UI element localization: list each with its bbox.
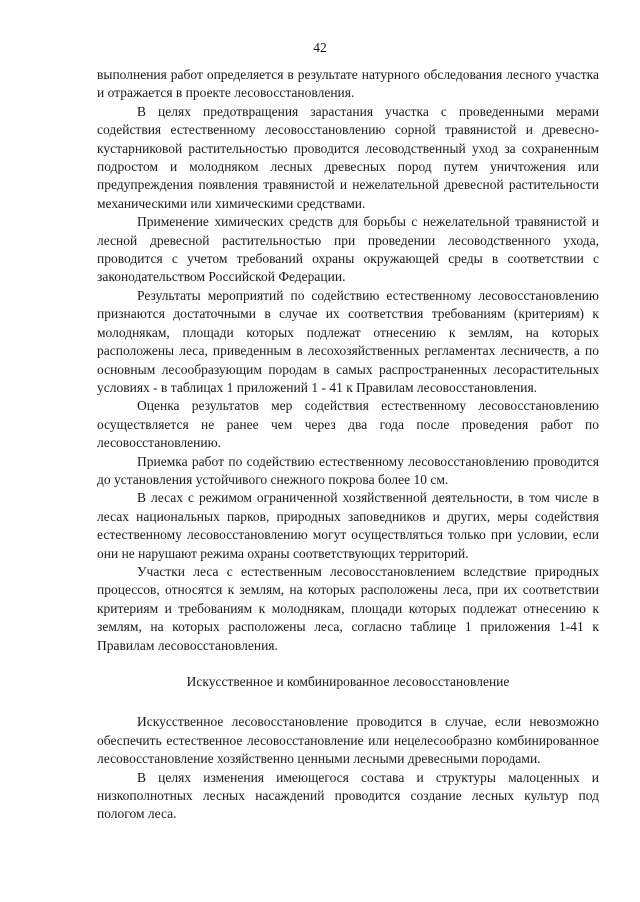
paragraph-results-criteria: Результаты мероприятий по содействию естественному лесовосстановлению признаются достаточными в случае их соответствия требованиям (критериям) к молоднякам, площади которых подлежат отнесению к землям, на которых расположены леса, приведенным в лесохозяйственных регламентах лесничеств, а по основным лесообразующим породам в самых распространенных лесорастительных условиях - в таблицах 1 приложений 1 - 41 к Правилам лесовосстановления. [97,287,599,395]
paragraph-forest-cultures: В целях изменения имеющегося состава и структуры малоценных и низкополнотных лесных насаждений проводится создание лесных культур под пологом леса. [97,769,599,822]
paragraph-weed-control: В целях предотвращения зарастания участка с проведенными мерами содействия естественному лесовосстановлению сорной травянистой и древесно-кустарниковой растительностью проводится лесоводственный уход за сохраненным подростом и молодняком лесных древесных пород путем уничтожения или предупреждения появления травянистой и нежелательной древесной растительности механическими или химическими средствами. [97,103,599,211]
paragraph-natural-regeneration: Участки леса с естественным лесовосстановлением вследствие природных процессов, относятся к землям, на которых расположены леса, при их соответствии критериям и требованиям к молоднякам, площади которых подлежат отнесению к землям, на которых расположены леса, согласно таблице 1 приложения 1-41 к Правилам лесовосстановления. [97,563,599,653]
paragraph-artificial-regeneration: Искусственное лесовосстановление проводится в случае, если невозможно обеспечить естественное лесовосстановление или нецелесообразно комбинированное лесовосстановление хозяйственно ценными лесными древесными породами. [97,714,599,767]
page-number: 42 [313,40,327,55]
body-text [97,66,599,824]
paragraph-continuation: выполнения работ определяется в результате натурного обследования лесного участка и отражается в проекте лесовосстановления. [97,67,599,101]
paragraph-acceptance: Приемка работ по содействию естественному лесовосстановлению проводится до установления устойчивого снежного покрова более 10 см. [97,453,599,487]
paragraph-restricted-forests: В лесах с режимом ограниченной хозяйственной деятельности, в том числе в лесах национальных парков, природных заповедников и других, меры содействия естественному лесовосстановлению могут осуществляться только при условии, если они не нарушают режима охраны соответствующих территорий. [97,490,599,561]
paragraph-chemical-means: Применение химических средств для борьбы с нежелательной травянистой и лесной древесной растительностью при проведении лесоводственного ухода, проводится с учетом требований охраны окружающей среды в соответствии с законодательством Российской Федерации. [97,214,599,285]
paragraph-evaluation-timing: Оценка результатов мер содействия естественному лесовосстановлению осуществляется не ранее чем через два года после проведения работ по лесовосстановлению. [97,398,599,451]
section-heading: Искусственное и комбинированное лесовосстановление [186,674,510,689]
